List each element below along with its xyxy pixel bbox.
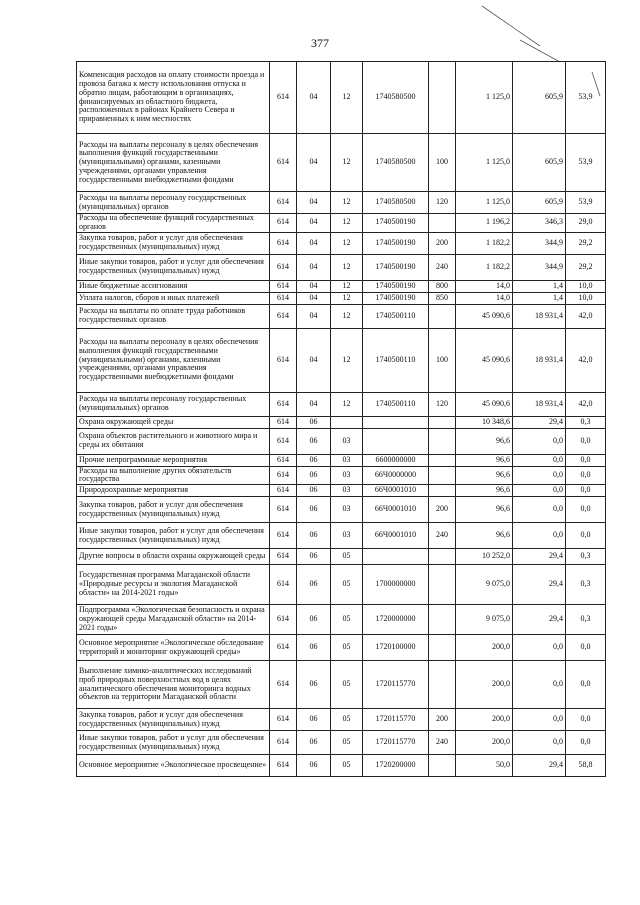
cell-pr: 12	[331, 214, 363, 233]
cell-fact: 605,9	[513, 192, 566, 214]
cell-name: Иные закупки товаров, работ и услуг для обеспечения государственных (муниципальных) нужд	[77, 254, 270, 280]
table-row	[77, 280, 606, 292]
cell-pct: 29,2	[566, 232, 606, 254]
cell-name: Иные закупки товаров, работ и услуг для обеспечения государственных (муниципальных) нужд	[77, 731, 270, 755]
cell-pct: 29,0	[566, 214, 606, 233]
table-body	[77, 62, 606, 777]
cell-plan: 1 182,2	[456, 232, 513, 254]
table-row	[77, 192, 606, 214]
cell-csr: 1720115770	[363, 661, 429, 709]
cell-name: Расходы на обеспечение функций государственных органов	[77, 214, 270, 233]
cell-fact: 29,4	[513, 549, 566, 565]
cell-fact: 18 931,4	[513, 304, 566, 328]
cell-fact: 29,4	[513, 565, 566, 605]
cell-vr	[429, 605, 456, 635]
cell-plan: 96,6	[456, 428, 513, 454]
cell-csr	[363, 428, 429, 454]
cell-fact: 1,4	[513, 292, 566, 304]
cell-pr: 05	[331, 709, 363, 731]
cell-pr: 05	[331, 635, 363, 661]
cell-plan: 1 125,0	[456, 62, 513, 134]
table-row	[77, 428, 606, 454]
cell-rz: 04	[297, 134, 331, 192]
table-row	[77, 731, 606, 755]
cell-vr	[429, 214, 456, 233]
cell-plan: 10 348,6	[456, 416, 513, 428]
cell-pct: 53,9	[566, 192, 606, 214]
cell-fact: 0,0	[513, 454, 566, 466]
table-row	[77, 635, 606, 661]
cell-rz: 06	[297, 709, 331, 731]
cell-ved: 614	[270, 62, 297, 134]
cell-fact: 0,0	[513, 523, 566, 549]
cell-vr: 240	[429, 254, 456, 280]
cell-fact: 605,9	[513, 134, 566, 192]
cell-vr	[429, 485, 456, 497]
cell-ved: 614	[270, 192, 297, 214]
cell-plan: 200,0	[456, 731, 513, 755]
cell-vr	[429, 466, 456, 485]
cell-ved: 614	[270, 497, 297, 523]
cell-pr: 12	[331, 254, 363, 280]
cell-ved: 614	[270, 416, 297, 428]
cell-plan: 96,6	[456, 497, 513, 523]
cell-pr: 12	[331, 392, 363, 416]
cell-plan: 14,0	[456, 292, 513, 304]
cell-plan: 1 125,0	[456, 134, 513, 192]
cell-name: Подпрограмма «Экологическая безопасность и охрана окружающей среды Магаданской области» на 2014-2021 годы»	[77, 605, 270, 635]
cell-rz: 06	[297, 485, 331, 497]
cell-rz: 06	[297, 565, 331, 605]
cell-pct: 10,0	[566, 292, 606, 304]
cell-plan: 96,6	[456, 466, 513, 485]
cell-rz: 04	[297, 214, 331, 233]
cell-ved: 614	[270, 392, 297, 416]
cell-fact: 605,9	[513, 62, 566, 134]
cell-csr: 1740500190	[363, 214, 429, 233]
cell-name: Охрана окружающей среды	[77, 416, 270, 428]
cell-ved: 614	[270, 605, 297, 635]
cell-vr: 100	[429, 134, 456, 192]
cell-fact: 0,0	[513, 709, 566, 731]
cell-csr: 1740500190	[363, 254, 429, 280]
cell-plan: 45 090,6	[456, 392, 513, 416]
cell-ved: 614	[270, 328, 297, 392]
cell-fact: 0,0	[513, 428, 566, 454]
cell-pr: 05	[331, 565, 363, 605]
cell-pct: 0,0	[566, 635, 606, 661]
table-row	[77, 755, 606, 777]
cell-name: Закупка товаров, работ и услуг для обеспечения государственных (муниципальных) нужд	[77, 709, 270, 731]
cell-csr: 66Ч0001010	[363, 497, 429, 523]
table-row	[77, 232, 606, 254]
cell-pct: 0,0	[566, 709, 606, 731]
cell-pct: 0,0	[566, 497, 606, 523]
cell-plan: 1 125,0	[456, 192, 513, 214]
cell-pct: 0,0	[566, 523, 606, 549]
cell-fact: 29,4	[513, 605, 566, 635]
table-row	[77, 62, 606, 134]
cell-pr	[331, 416, 363, 428]
cell-csr: 1740500110	[363, 304, 429, 328]
table-row	[77, 661, 606, 709]
cell-ved: 614	[270, 428, 297, 454]
cell-pr: 03	[331, 485, 363, 497]
cell-rz: 06	[297, 454, 331, 466]
page-number: 377	[311, 36, 329, 50]
cell-fact: 0,0	[513, 485, 566, 497]
cell-plan: 200,0	[456, 635, 513, 661]
cell-rz: 06	[297, 416, 331, 428]
cell-plan: 200,0	[456, 661, 513, 709]
cell-fact: 0,0	[513, 731, 566, 755]
cell-pct: 0,0	[566, 466, 606, 485]
cell-fact: 344,9	[513, 254, 566, 280]
table-row	[77, 565, 606, 605]
cell-csr: 1740500190	[363, 280, 429, 292]
cell-plan: 96,6	[456, 485, 513, 497]
cell-vr	[429, 416, 456, 428]
cell-name: Расходы на выплаты персоналу государственных (муниципальных) органов	[77, 192, 270, 214]
cell-name: Уплата налогов, сборов и иных платежей	[77, 292, 270, 304]
cell-name: Природоохранные мероприятия	[77, 485, 270, 497]
cell-ved: 614	[270, 134, 297, 192]
cell-csr: 1740580500	[363, 192, 429, 214]
cell-rz: 04	[297, 254, 331, 280]
cell-pct: 53,9	[566, 62, 606, 134]
cell-vr	[429, 565, 456, 605]
budget-table	[76, 61, 606, 777]
table-row	[77, 292, 606, 304]
cell-ved: 614	[270, 635, 297, 661]
table-row	[77, 709, 606, 731]
cell-pr: 12	[331, 192, 363, 214]
cell-plan: 50,0	[456, 755, 513, 777]
cell-plan: 14,0	[456, 280, 513, 292]
cell-csr: 66Ч0001010	[363, 523, 429, 549]
cell-pct: 0,0	[566, 428, 606, 454]
cell-rz: 06	[297, 466, 331, 485]
cell-plan: 10 252,0	[456, 549, 513, 565]
cell-rz: 06	[297, 755, 331, 777]
cell-name: Закупка товаров, работ и услуг для обеспечения государственных (муниципальных) нужд	[77, 497, 270, 523]
cell-pr: 03	[331, 454, 363, 466]
table-row	[77, 328, 606, 392]
cell-fact: 1,4	[513, 280, 566, 292]
cell-fact: 0,0	[513, 661, 566, 709]
cell-vr	[429, 428, 456, 454]
cell-pct: 0,0	[566, 454, 606, 466]
cell-pr: 12	[331, 232, 363, 254]
cell-fact: 344,9	[513, 232, 566, 254]
table-row	[77, 304, 606, 328]
cell-name: Расходы на выплаты по оплате труда работников государственных органов	[77, 304, 270, 328]
cell-csr: 1720200000	[363, 755, 429, 777]
cell-ved: 614	[270, 292, 297, 304]
cell-fact: 0,0	[513, 466, 566, 485]
table-row	[77, 523, 606, 549]
cell-pr: 03	[331, 523, 363, 549]
cell-ved: 614	[270, 280, 297, 292]
cell-csr	[363, 416, 429, 428]
table-row	[77, 254, 606, 280]
cell-csr: 66Ч0001010	[363, 485, 429, 497]
cell-ved: 614	[270, 709, 297, 731]
cell-rz: 04	[297, 392, 331, 416]
cell-fact: 346,3	[513, 214, 566, 233]
cell-rz: 04	[297, 192, 331, 214]
cell-plan: 96,6	[456, 523, 513, 549]
cell-ved: 614	[270, 454, 297, 466]
cell-name: Закупка товаров, работ и услуг для обеспечения государственных (муниципальных) нужд	[77, 232, 270, 254]
cell-ved: 614	[270, 254, 297, 280]
cell-ved: 614	[270, 214, 297, 233]
cell-rz: 06	[297, 661, 331, 709]
cell-csr	[363, 549, 429, 565]
cell-plan: 1 182,2	[456, 254, 513, 280]
cell-pr: 05	[331, 661, 363, 709]
cell-pct: 0,0	[566, 731, 606, 755]
cell-csr: 1720115770	[363, 709, 429, 731]
cell-csr: 1740500110	[363, 392, 429, 416]
cell-pr: 03	[331, 466, 363, 485]
cell-ved: 614	[270, 755, 297, 777]
cell-ved: 614	[270, 661, 297, 709]
table-row	[77, 497, 606, 523]
cell-vr: 100	[429, 328, 456, 392]
cell-ved: 614	[270, 731, 297, 755]
cell-pr: 03	[331, 428, 363, 454]
table-row	[77, 466, 606, 485]
cell-name: Выполнение химико-аналитических исследований проб природных поверхностных вод в целях аналитического обеспечения мониторинга водных объектов на территории Магаданской области	[77, 661, 270, 709]
cell-plan: 96,6	[456, 454, 513, 466]
cell-csr: 1720000000	[363, 605, 429, 635]
cell-pct: 42,0	[566, 304, 606, 328]
cell-name: Расходы на выплаты персоналу государственных (муниципальных) органов	[77, 392, 270, 416]
cell-rz: 06	[297, 635, 331, 661]
cell-rz: 06	[297, 549, 331, 565]
cell-pct: 0,0	[566, 661, 606, 709]
cell-csr: 1720115770	[363, 731, 429, 755]
cell-vr: 240	[429, 523, 456, 549]
cell-fact: 18 931,4	[513, 392, 566, 416]
cell-vr	[429, 304, 456, 328]
cell-vr: 200	[429, 497, 456, 523]
cell-plan: 45 090,6	[456, 304, 513, 328]
cell-ved: 614	[270, 232, 297, 254]
cell-pr: 05	[331, 605, 363, 635]
cell-vr	[429, 635, 456, 661]
cell-name: Иные закупки товаров, работ и услуг для обеспечения государственных (муниципальных) нужд	[77, 523, 270, 549]
cell-pr: 12	[331, 280, 363, 292]
cell-fact: 0,0	[513, 497, 566, 523]
cell-vr	[429, 62, 456, 134]
cell-vr: 240	[429, 731, 456, 755]
cell-ved: 614	[270, 565, 297, 605]
cell-fact: 29,4	[513, 755, 566, 777]
cell-plan: 200,0	[456, 709, 513, 731]
cell-name: Расходы на выплаты персоналу в целях обеспечения выполнения функций государственными (муниципальными) органами, казенными учреждениями, органами управления государственными внебюджетными фондами	[77, 328, 270, 392]
cell-rz: 04	[297, 62, 331, 134]
cell-plan: 9 075,0	[456, 605, 513, 635]
cell-vr: 800	[429, 280, 456, 292]
cell-vr	[429, 454, 456, 466]
cell-rz: 06	[297, 605, 331, 635]
cell-rz: 04	[297, 304, 331, 328]
cell-name: Основное мероприятие «Экологическое обследование территорий и мониторинг окружающей среды»	[77, 635, 270, 661]
cell-rz: 04	[297, 280, 331, 292]
cell-pr: 03	[331, 497, 363, 523]
cell-vr	[429, 755, 456, 777]
cell-fact: 18 931,4	[513, 328, 566, 392]
cell-vr: 200	[429, 709, 456, 731]
cell-pct: 29,2	[566, 254, 606, 280]
cell-fact: 0,0	[513, 635, 566, 661]
cell-name: Государственная программа Магаданской области «Природные ресурсы и экология Магаданской области» на 2014-2021 годы»	[77, 565, 270, 605]
cell-pr: 12	[331, 304, 363, 328]
table-row	[77, 485, 606, 497]
cell-ved: 614	[270, 523, 297, 549]
cell-csr: 1740500190	[363, 232, 429, 254]
cell-plan: 1 196,2	[456, 214, 513, 233]
cell-rz: 04	[297, 328, 331, 392]
cell-vr: 850	[429, 292, 456, 304]
table-row	[77, 416, 606, 428]
cell-name: Другие вопросы в области охраны окружающей среды	[77, 549, 270, 565]
table-row	[77, 134, 606, 192]
cell-name: Иные бюджетные ассигнования	[77, 280, 270, 292]
table-row	[77, 605, 606, 635]
cell-pr: 12	[331, 292, 363, 304]
cell-rz: 04	[297, 292, 331, 304]
table-row	[77, 214, 606, 233]
cell-rz: 06	[297, 731, 331, 755]
cell-csr: 1720100000	[363, 635, 429, 661]
cell-pct: 0,3	[566, 416, 606, 428]
table-row	[77, 392, 606, 416]
cell-name: Расходы на выплаты персоналу в целях обеспечения выполнения функций государственными (муниципальными) органами, казенными учреждениями, органами управления государственными внебюджетными фондами	[77, 134, 270, 192]
cell-vr: 200	[429, 232, 456, 254]
cell-pr: 05	[331, 755, 363, 777]
cell-csr: 1740500190	[363, 292, 429, 304]
cell-rz: 04	[297, 232, 331, 254]
cell-ved: 614	[270, 466, 297, 485]
cell-pct: 42,0	[566, 392, 606, 416]
cell-name: Компенсация расходов на оплату стоимости проезда и провоза багажа к месту использования отпуска и обратно лицам, работающим в организациях, финансируемых из областного бюджета, расположенных в районах Крайнего Севера и приравненных к ним местностях	[77, 62, 270, 134]
cell-pct: 0,3	[566, 549, 606, 565]
table-row	[77, 454, 606, 466]
cell-csr: 1740500110	[363, 328, 429, 392]
cell-plan: 45 090,6	[456, 328, 513, 392]
cell-csr: 1700000000	[363, 565, 429, 605]
table-row	[77, 549, 606, 565]
cell-pct: 58,8	[566, 755, 606, 777]
cell-rz: 06	[297, 428, 331, 454]
cell-pct: 0,3	[566, 605, 606, 635]
cell-rz: 06	[297, 523, 331, 549]
cell-pr: 12	[331, 134, 363, 192]
cell-name: Прочие непрограммные мероприятия	[77, 454, 270, 466]
cell-pct: 10,0	[566, 280, 606, 292]
cell-pct: 53,9	[566, 134, 606, 192]
cell-rz: 06	[297, 497, 331, 523]
cell-plan: 9 075,0	[456, 565, 513, 605]
cell-vr	[429, 661, 456, 709]
cell-csr: 1740580500	[363, 62, 429, 134]
cell-fact: 29,4	[513, 416, 566, 428]
cell-csr: 66Ч0000000	[363, 466, 429, 485]
cell-pr: 12	[331, 62, 363, 134]
cell-vr	[429, 549, 456, 565]
cell-pr: 12	[331, 328, 363, 392]
cell-name: Расходы на выполнение других обязательств государства	[77, 466, 270, 485]
cell-ved: 614	[270, 485, 297, 497]
cell-pr: 05	[331, 731, 363, 755]
cell-ved: 614	[270, 304, 297, 328]
cell-pct: 0,3	[566, 565, 606, 605]
cell-csr: 1740580500	[363, 134, 429, 192]
cell-pr: 05	[331, 549, 363, 565]
cell-vr: 120	[429, 392, 456, 416]
cell-ved: 614	[270, 549, 297, 565]
cell-name: Охрана объектов растительного и животного мира и среды их обитания	[77, 428, 270, 454]
cell-pct: 0,0	[566, 485, 606, 497]
cell-vr: 120	[429, 192, 456, 214]
cell-csr: 6600000000	[363, 454, 429, 466]
cell-pct: 42,0	[566, 328, 606, 392]
cell-name: Основное мероприятие «Экологическое просвещение»	[77, 755, 270, 777]
